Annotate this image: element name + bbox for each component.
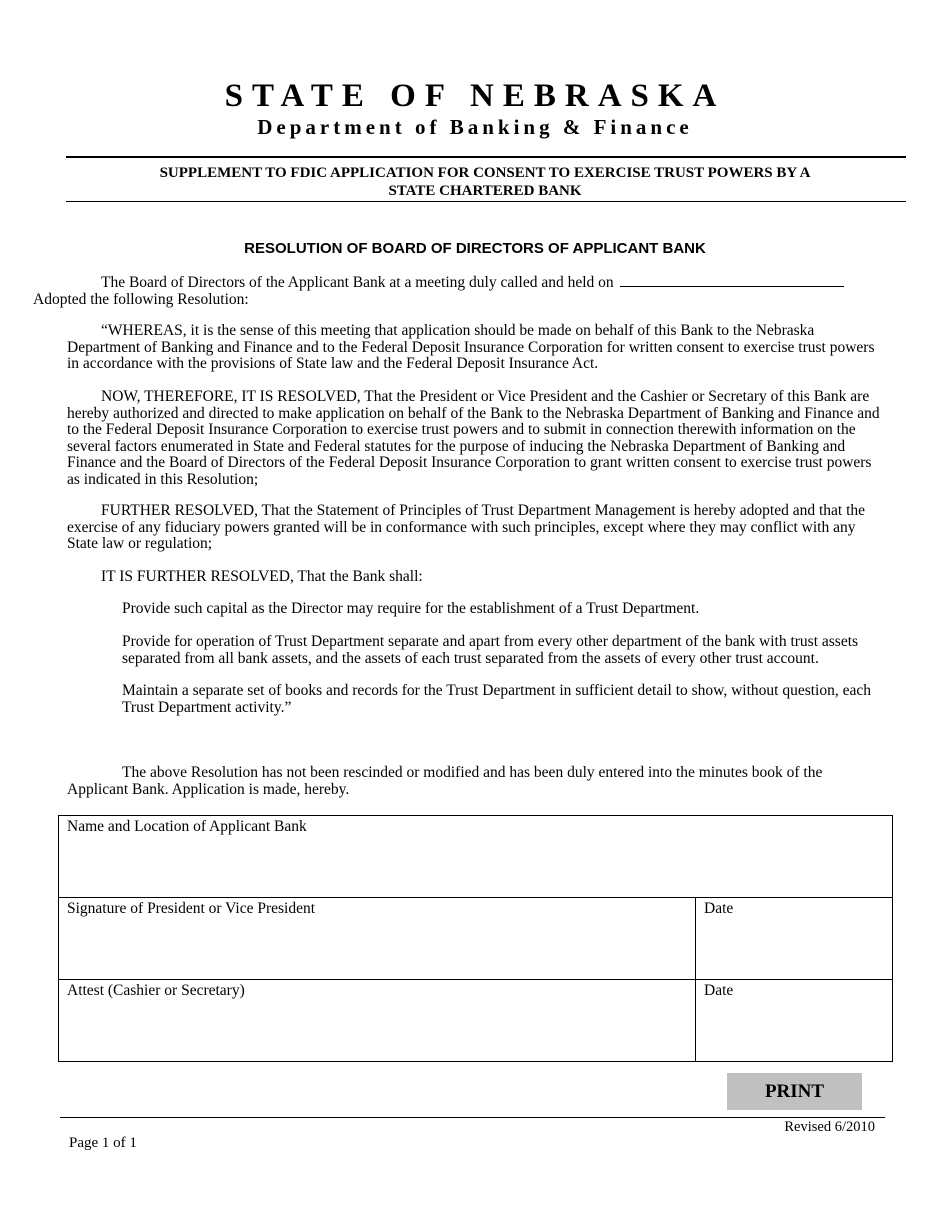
resolution-item-2: Provide for operation of Trust Department separate and apart from every other department of the bank with trust assets separated from all bank assets, and the assets of each trust separated from the assets of every other trust account. xyxy=(122,633,859,667)
attest-date-label: Date xyxy=(704,982,734,999)
president-date-label: Date xyxy=(704,900,734,917)
header-divider-bottom xyxy=(66,201,906,202)
intro-text-2: Adopted the following Resolution: xyxy=(33,290,249,308)
revised-date: Revised 6/2010 xyxy=(784,1119,875,1135)
state-title: STATE OF NEBRASKA xyxy=(224,78,726,114)
it-is-further-paragraph: IT IS FURTHER RESOLVED, That the Bank shall: xyxy=(101,568,423,585)
resolution-heading: RESOLUTION OF BOARD OF DIRECTORS OF APPLICANT BANK xyxy=(244,240,706,257)
header-divider-top xyxy=(66,156,906,158)
attest-signature-field[interactable] xyxy=(59,980,696,1062)
page-number: Page 1 of 1 xyxy=(69,1135,137,1151)
intro-text: The Board of Directors of the Applicant Bank at a meeting duly called and held on xyxy=(101,274,614,291)
now-therefore-paragraph: NOW, THEREFORE, IT IS RESOLVED, That the President or Vice President and the Cashier or Secretary of this Bank are hereby authorized and directed to make application on behalf of the Bank to the Nebraska Department of Banking and Finance and to the Federal Deposit Insurance Corporation to exercise trust powers and to submit in connection therewith information on the several factors enumerated in State and Federal statutes for the purpose of inducing the Nebraska Department of Banking and Finance and the Board of Directors of the Federal Deposit Insurance Corporation to grant written consent to exercise trust powers as indicated in this Resolution; xyxy=(67,388,880,488)
department-title: Department of Banking & Finance xyxy=(257,115,693,139)
attest-date-field[interactable] xyxy=(696,980,893,1062)
supplement-title-line1: SUPPLEMENT TO FDIC APPLICATION FOR CONSENT TO EXERCISE TRUST POWERS BY A xyxy=(159,165,811,181)
name-location-field[interactable] xyxy=(59,816,893,898)
president-signature-label: Signature of President or Vice President xyxy=(67,900,316,917)
supplement-title xyxy=(120,164,850,200)
footer-divider xyxy=(60,1117,885,1118)
president-date-field[interactable] xyxy=(696,898,893,980)
resolution-item-3: Maintain a separate set of books and records for the Trust Department in sufficient detail to show, without question, each Trust Department activity.” xyxy=(122,682,871,716)
further-resolved-paragraph: FURTHER RESOLVED, That the Statement of Principles of Trust Department Management is hereby adopted and that the exercise of any fiduciary powers granted will be in conformance with such principles, except where they may conflict with any State law or regulation; xyxy=(67,502,866,552)
attest-label: Attest (Cashier or Secretary) xyxy=(67,982,245,999)
signature-table xyxy=(58,815,893,1062)
intro-paragraph xyxy=(33,274,883,308)
whereas-paragraph: “WHEREAS, it is the sense of this meeting that application should be made on behalf of this Bank to the Nebraska Department of Banking and Finance and to the Federal Deposit Insurance Corporation for written consent to exercise trust powers in accordance with the provisions of State law and the Federal Deposit Insurance Act. xyxy=(67,322,875,372)
president-signature-field[interactable] xyxy=(59,898,696,980)
name-location-label: Name and Location of Applicant Bank xyxy=(67,818,307,835)
resolution-item-1: Provide such capital as the Director may require for the establishment of a Trust Department. xyxy=(122,600,700,617)
closing-paragraph: The above Resolution has not been rescinded or modified and has been duly entered into the minutes book of the Applicant Bank. Application is made, hereby. xyxy=(67,764,823,798)
meeting-date-field[interactable] xyxy=(620,274,844,287)
supplement-title-line2: STATE CHARTERED BANK xyxy=(388,183,582,199)
print-button[interactable]: PRINT xyxy=(727,1073,862,1110)
